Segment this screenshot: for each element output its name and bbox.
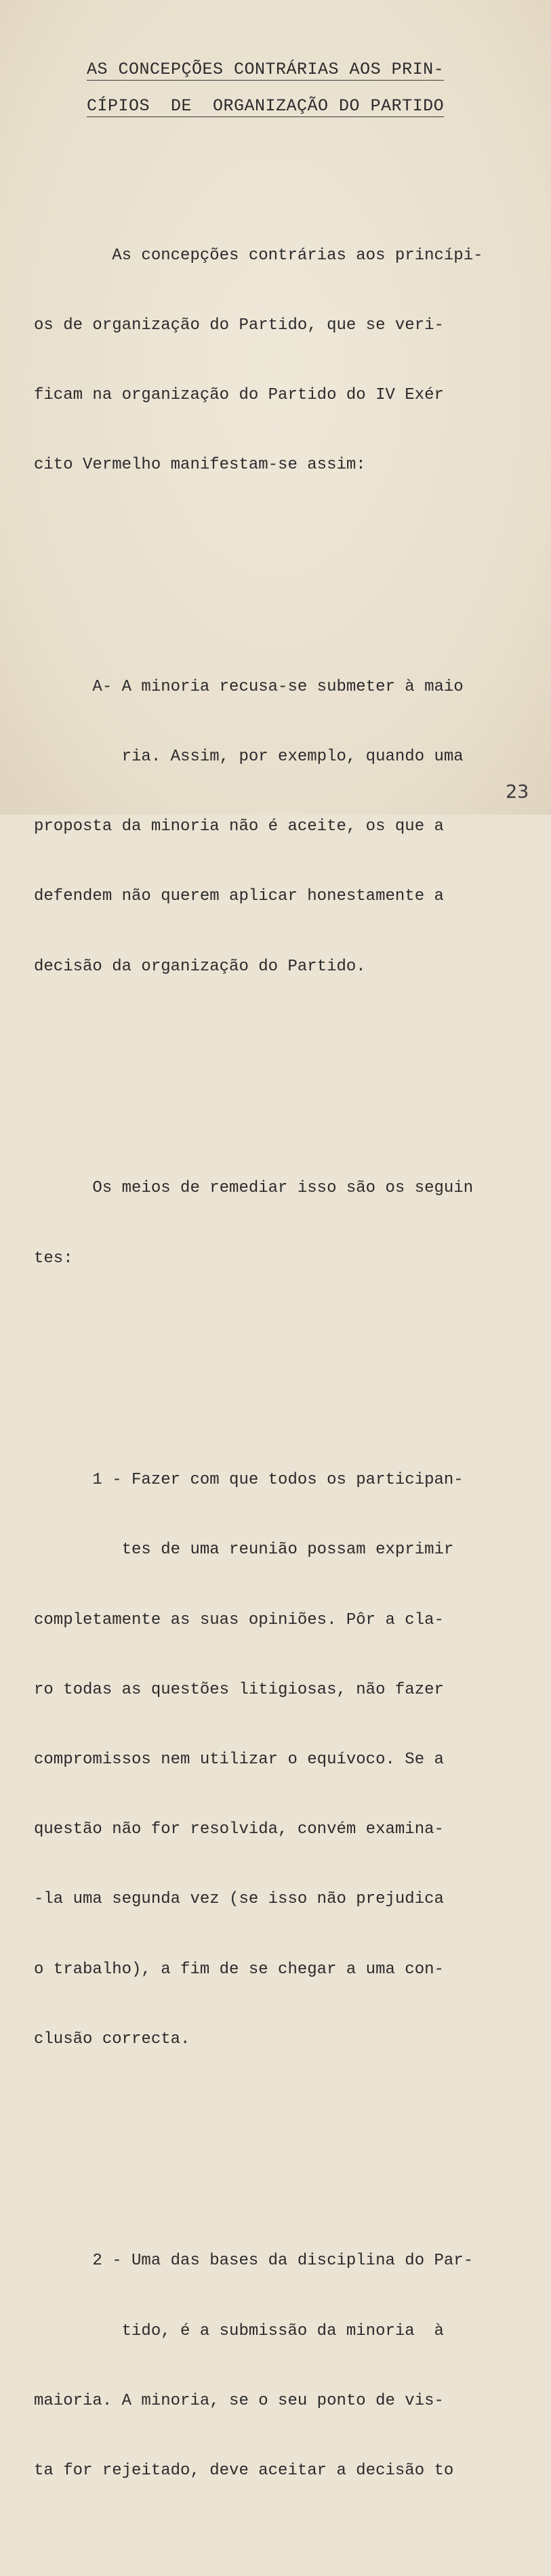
text-line: ria. Assim, por exemplo, quando uma [34, 748, 464, 767]
paragraph-item-2 [34, 2204, 535, 2530]
page-number: 23 [506, 781, 529, 802]
text-line: As concepções contrárias aos princípi- [34, 246, 483, 265]
text-line: questão não for resolvida, convém examina- [34, 1820, 444, 1839]
text-line: Os meios de remediar isso são os seguin [34, 1179, 474, 1198]
paragraph-item-1 [34, 1422, 535, 2098]
text-line: -la uma segunda vez (se isso não prejudica [34, 1890, 444, 1909]
title-line-2: CÍPIOS DE ORGANIZAÇÃO DO PARTIDO [87, 96, 445, 116]
text-line: os de organização do Partido, que se veri- [34, 316, 444, 335]
text-line: ficam na organização do Partido do IV Exér [34, 386, 444, 405]
text-line: 1 - Fazer com que todos os participan- [34, 1471, 464, 1490]
text-line: cito Vermelho manifestam-se assim: [34, 456, 366, 475]
paragraph-intro [34, 198, 535, 524]
paragraph-remedies [34, 1131, 535, 1317]
text-line: clusão correcta. [34, 2030, 190, 2048]
text-line: compromissos nem utilizar o equívoco. Se a [34, 1750, 444, 1769]
text-line: defendem não querem aplicar honestamente a [34, 887, 444, 906]
text-line: o trabalho), a fim de se chegar a uma con- [34, 1960, 444, 1979]
text-line: tes: [34, 1249, 73, 1268]
paragraph-a [34, 629, 535, 1025]
text-line: ro todas as questões litigiosas, não fazer [34, 1680, 444, 1699]
text-line: tes de uma reunião possam exprimir [34, 1541, 454, 1560]
text-line: completamente as suas opiniões. Pôr a cla- [34, 1610, 444, 1629]
text-line: maioria. A minoria, se o seu ponto de vis- [34, 2391, 444, 2410]
text-line: decisão da organização do Partido. [34, 957, 366, 976]
text-line: 2 - Uma das bases da disciplina do Par- [34, 2252, 474, 2271]
body-text [34, 151, 535, 2576]
title-line-1: AS CONCEPÇÕES CONTRÁRIAS AOS PRIN- [87, 60, 445, 79]
text-line: A- A minoria recusa-se submeter à maio [34, 677, 464, 696]
text-line: tido, é a submissão da minoria à [34, 2321, 444, 2340]
text-line: proposta da minoria não é aceite, os que a [34, 817, 444, 836]
text-line: ta for rejeitado, deve aceitar a decisão to [34, 2462, 454, 2481]
